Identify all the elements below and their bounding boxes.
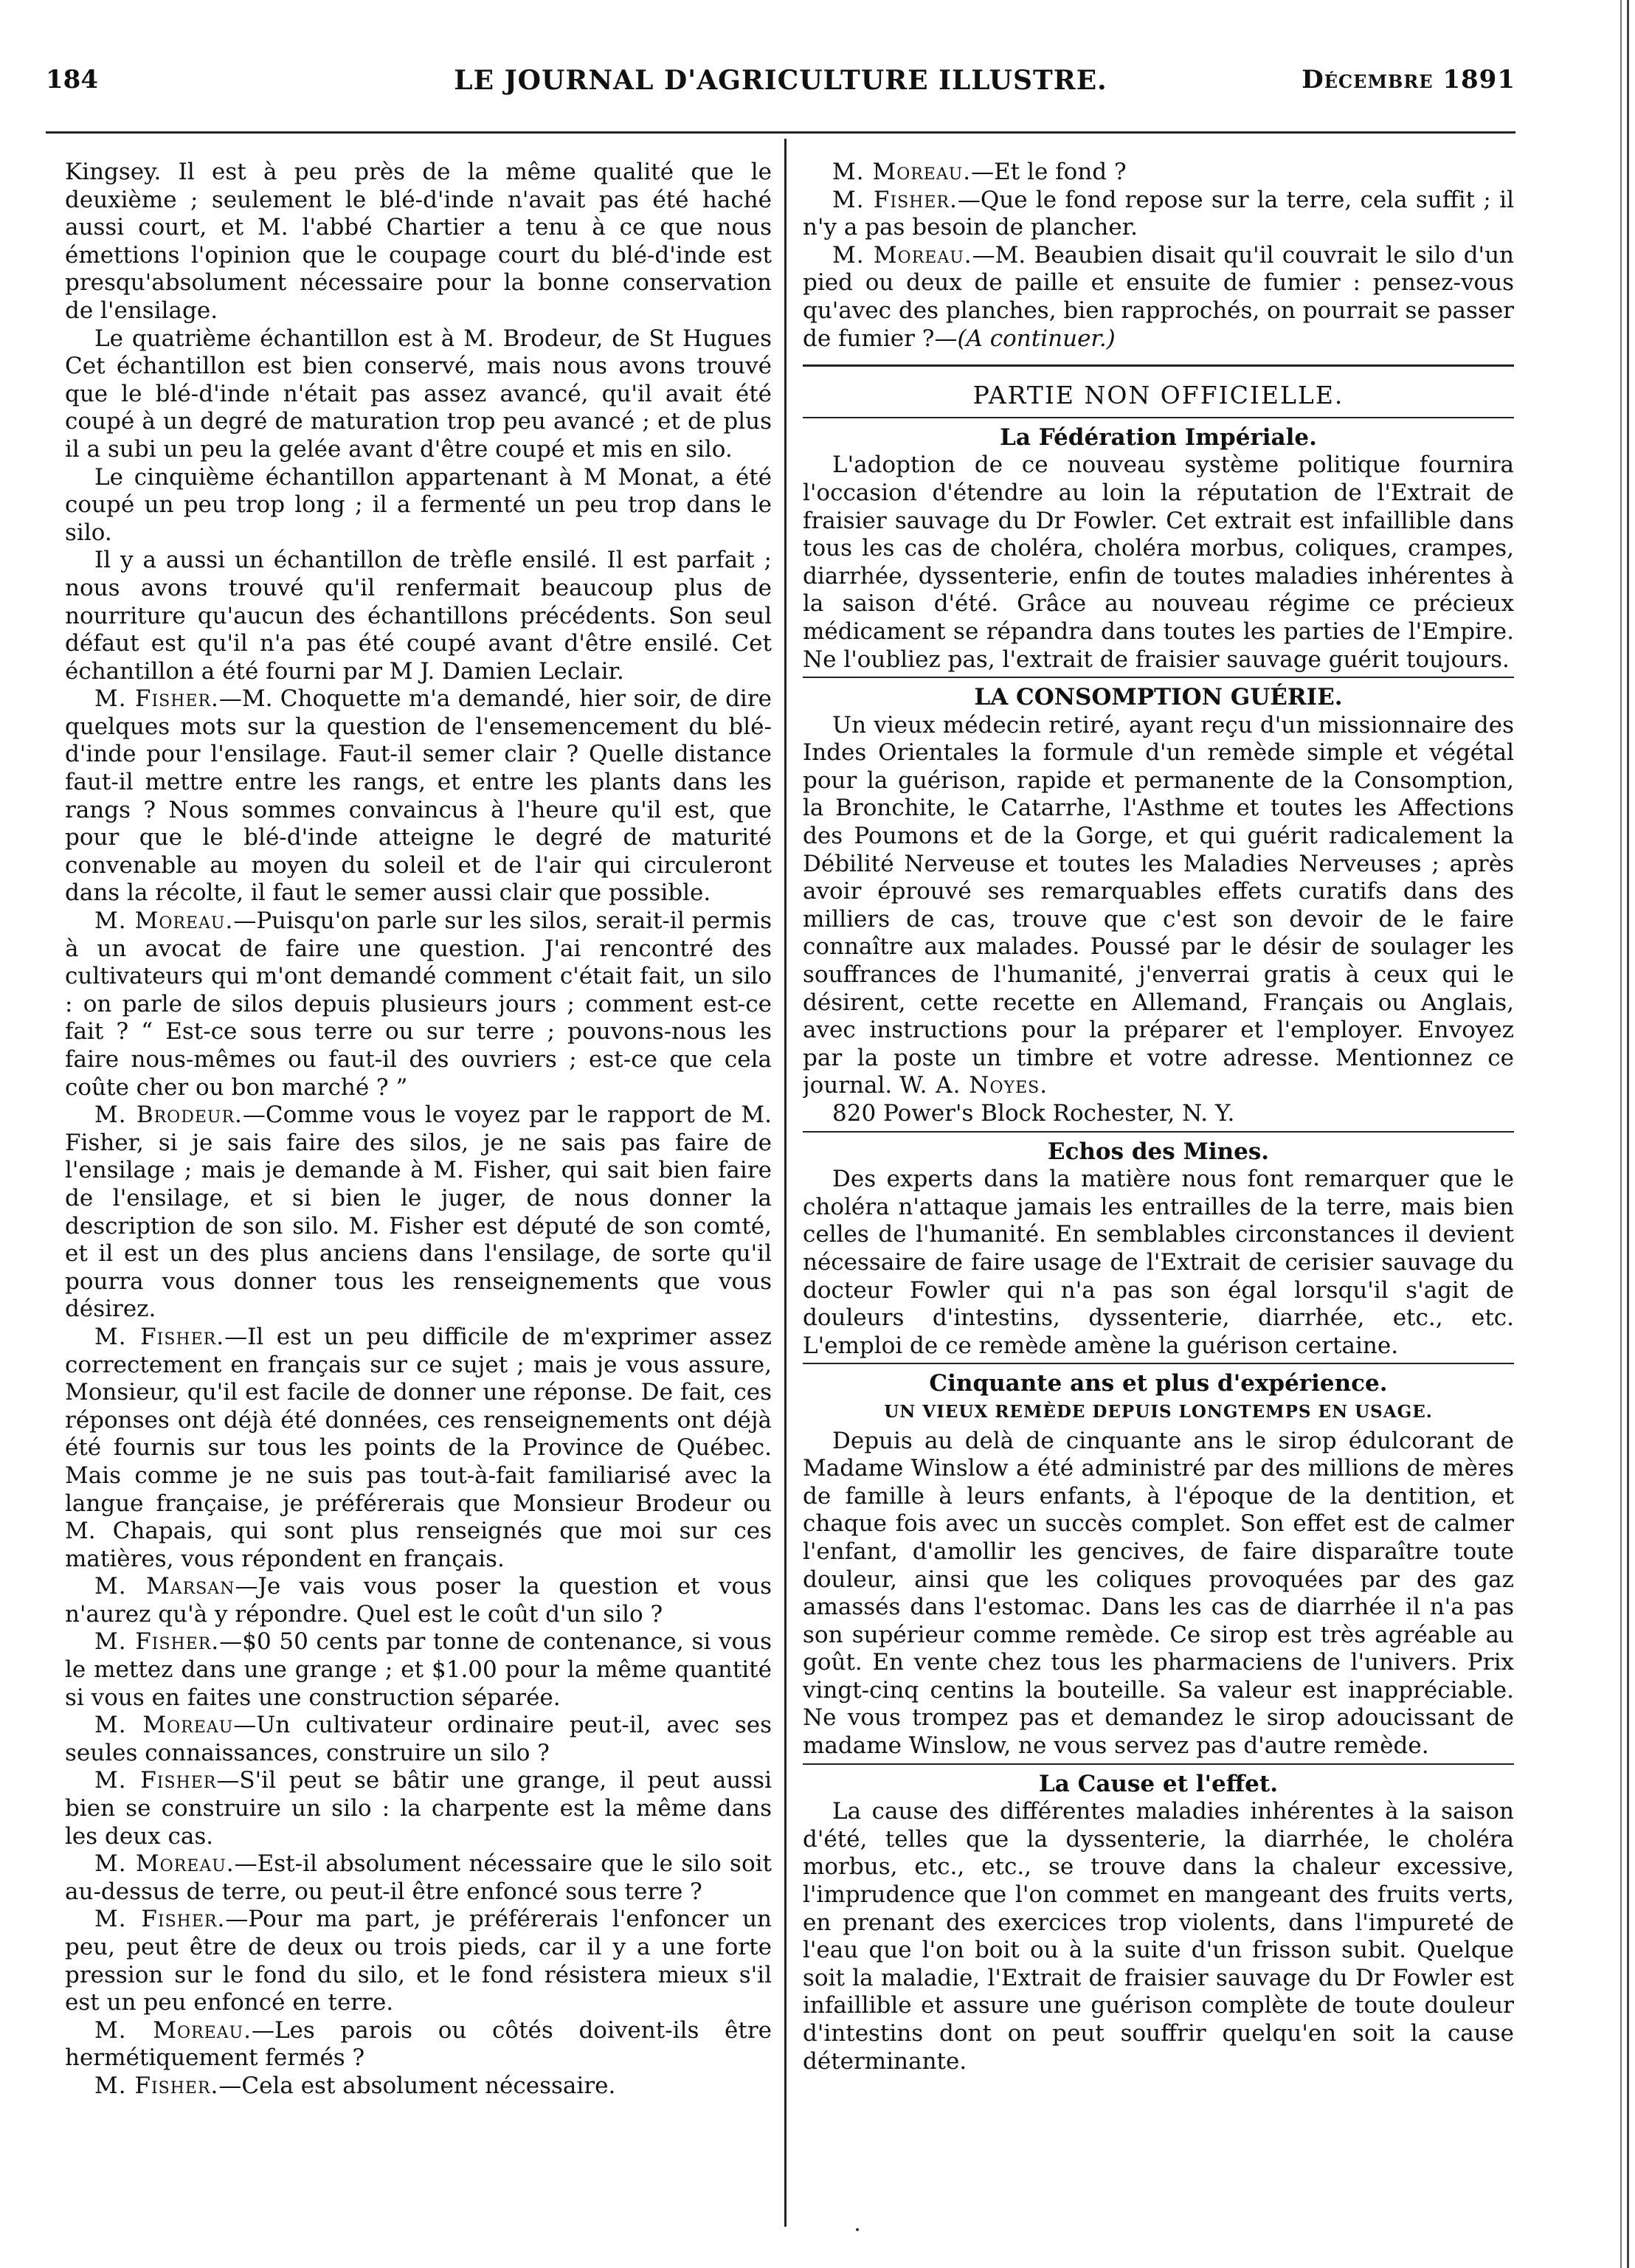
continued-note: —(A continuer.): [934, 325, 1116, 352]
column-divider: [784, 139, 787, 2227]
article-text-federation: L'adoption de ce nouveau système politique fournira l'occasion d'étendre au loin la réputation de l'Extrait de fraisier sauvage du Dr Fowler. Cet extrait est infaillible dans tous les cas de choléra, choléra morbus, coliques, crampes, diarrhée, dyssenterie, enfin de toutes maladies inhérentes à la saison d'été. Grâce au nouveau régime ce précieux médicament se répandra dans toutes les parties de l'Empire. Ne l'oubliez pas, l'extrait de fraisier sauvage guérit toujours.: [803, 452, 1514, 673]
dialogue-paragraph: [65, 685, 772, 907]
dialogue-paragraph: [65, 1906, 772, 2016]
article-title-cause: La Cause et l'effet.: [1038, 1770, 1279, 1797]
dialogue-text: —$0 50 cents par tonne de contenance, si vous le mettez dans une grange ; et $1.00 pour la même quantité si vous en faites une construction séparée.: [65, 1628, 772, 1711]
speaker-name: M. Moreau.: [94, 2016, 252, 2044]
dialogue-paragraph: [65, 1324, 772, 1573]
paragraph: Il y a aussi un échantillon de trèfle ensilé. Il est parfait ; nous avons trouvé qu'il renfermait beaucoup plus de nourriture qu'aucun des échantillons précédents. Son seul défaut est qu'il n'a pas été coupé avant d'être ensilé. Cet échantillon a été fourni par M J. Damien Leclair.: [65, 547, 772, 685]
article-text-cause: La cause des différentes maladies inhérentes à la saison d'été, telles que la dyssenterie, la diarrhée, le choléra morbus, etc., etc., se trouve dans la chaleur excessive, l'imprudence que l'on commet en mangeant des fruits verts, en prenant des exercices trop violents, dans l'impureté de l'eau que l'on boit ou à la suite d'un frisson subit. Quelque soit la maladie, l'Extrait de fraisier sauvage du Dr Fowler est infaillible et assure une guérison complète de toute douleur d'intestins dont on peut souffrir quelqu'en soit la cause déterminante.: [803, 1798, 1514, 2075]
dialogue-paragraph: [65, 1767, 772, 1850]
dialogue-text: —Comme vous le voyez par le rapport de M. Fisher, si je sais faire des silos, je ne sais pas faire de l'ensilage ; mais je demande à M. Fisher, qui sait bien faire de l'ensilage, et si bien le juger, de nous donner la description de son silo. M. Fisher est député de son comté, et il est un des plus anciens dans l'ensilage, de sorte qu'il pourra vous donner tous les renseignements que vous désirez.: [65, 1102, 772, 1323]
right-column: [803, 159, 1514, 2217]
speaker-name: M. Fisher.: [94, 2072, 219, 2099]
ink-speck: [856, 2228, 859, 2231]
page-edge-line: [1620, 0, 1622, 2268]
paragraph: Le quatrième échantillon est à M. Brodeur, de St Hugues Cet échantillon est bien conservé, mais nous avons trouvé que le blé-d'inde n'était pas assez avancé, qu'il avait été coupé à un degré de maturation trop peu avancé ; et de plus il a subi un peu la gelée avant d'être coupé et mis en silo.: [65, 325, 772, 463]
speaker-name: M. Fisher.: [94, 1906, 226, 1933]
dialogue-text: —Puisqu'on parle sur les silos, serait-il permis à un avocat de faire une question. J'ai rencontré des cultivateurs qui m'ont demandé comment c'était fait, un silo : on parle de silos depuis plusieurs jours ; comment est-ce fait ? “ Est-ce sous terre ou sur terre ; pouvons-nous les faire nous-mêmes ou faut-il des ouvriers ; est-ce que cela coûte cher ou bon marché ? ”: [65, 907, 772, 1101]
speaker-name: M. Marsan: [94, 1573, 235, 1600]
article-rule: [803, 677, 1514, 678]
dialogue-paragraph: [65, 2017, 772, 2072]
article-text-cinquante: Depuis au delà de cinquante ans le sirop édulcorant de Madame Winslow a été administré par des millions de mères de famille à leurs enfants, à l'époque de la dentition, et chaque fois avec un succès complet. Son effet est de calmer l'enfant, d'amollir les gencives, de faire disparaître toute douleur, ainsi que les coliques provoquées par des gaz amassés dans l'estomac. Dans les cas de diarrhée il n'a pas son supérieur comme remède. Ce sirop est très agréable au goût. En vente chez tous les pharmaciens de l'univers. Prix vingt-cinq centins la bouteille. Sa valeur est inappréciable. Ne vous trompez pas et demandez le sirop adoucissant de madame Winslow, ne vous servez pas d'autre remède.: [803, 1427, 1514, 1760]
dialogue-text: —Cela est absolument nécessaire.: [218, 2072, 616, 2099]
speaker-name: M. Moreau.: [832, 159, 972, 185]
speaker-name: M. Fisher.: [94, 1628, 220, 1656]
dialogue-text: —Un cultivateur ordinaire peut-il, avec ses seules connaissances, construire un silo ?: [65, 1712, 772, 1766]
dialogue-text: —Que le fond repose sur la terre, cela suffit ; il n'y a pas besoin de plancher.: [803, 186, 1514, 241]
page-header: [46, 65, 1515, 106]
address: 820 Power's Block Rochester, N. Y.: [832, 1100, 1235, 1127]
dialogue-text: —Et le fond ?: [971, 159, 1127, 185]
paragraph: Kingsey. Il est à peu près de la même qualité que le deuxième ; seulement le blé-d'inde n'avait pas été haché aussi court, et M. l'abbé Chartier a tenu à ce que nous émettions l'opinion que le coupage court du blé-d'inde est presqu'absolument nécessaire pour la bonne conservation de l'ensilage.: [65, 159, 772, 324]
article-title-cinquante: Cinquante ans et plus d'expérience.: [929, 1370, 1388, 1397]
dialogue-paragraph: [65, 2072, 772, 2101]
dialogue-text: —Est-il absolument nécessaire que le silo soit au-dessus de terre, ou peut-il être enfoncé sous terre ?: [65, 1850, 772, 1905]
section-title: PARTIE NON OFFICIELLE.: [972, 381, 1344, 410]
dialogue-paragraph: [65, 907, 772, 1102]
signature: W. A. Noyes.: [899, 1072, 1048, 1099]
dialogue-text: —Les parois ou côtés doivent-ils être hermétiquement fermés ?: [65, 2016, 772, 2072]
article-title-consomption: LA CONSOMPTION GUÉRIE.: [974, 684, 1343, 711]
article-rule: [803, 1363, 1514, 1364]
dialogue-paragraph: [65, 1712, 772, 1767]
dialogue-text: —M. Choquette m'a demandé, hier soir, de dire quelques mots sur la question de l'ensemencement du blé-d'inde pour l'ensilage. Faut-il semer clair ? Quelle distance faut-il mettre entre les rangs, et entre les plants dans les rangs ? Nous sommes convaincus à l'heure qu'il est, que pour que le blé-d'inde atteigne le degré de maturité convenable au moyen du soleil et de l'air qui circuleront dans la récolte, il faut le semer aussi clair que possible.: [65, 685, 772, 907]
speaker-name: M. Fisher.: [832, 186, 958, 213]
dialogue-text: —M. Beaubien disait qu'il couvrait le silo d'un pied ou deux de paille et ensuite de fumier : pensez-vous qu'avec des planches, bien rapprochés, on pourrait se passer de fumier ?: [803, 241, 1514, 352]
article-subtitle-cinquante: UN VIEUX REMÈDE DEPUIS LONGTEMPS EN USAGE.: [884, 1401, 1433, 1422]
speaker-name: M. Moreau.: [94, 1850, 235, 1878]
article-text-consomption: Un vieux médecin retiré, ayant reçu d'un missionnaire des Indes Orientales la formule d'un remède simple et végétal pour la guérison, rapide et permanente de la Consomption, la Bronchite, le Catarrhe, l'Asthme et toutes les Affections des Poumons et de la Gorge, et qui guérit radicalement la Débilité Nerveuse et toutes les Maladies Nerveuses ; après avoir éprouvé ses remarquables effets curatifs dans des milliers de cas, trouve que c'est son devoir de le faire connaître aux malades. Poussé par le désir de soulager les souffrances de l'humanité, j'enverrai gratis à ceux qui le désirent, cette recette en Allemand, Français ou Anglais, avec instructions pour la préparer et l'employer. Envoyez par la poste un timbre et votre adresse. Mentionnez ce journal. W. A. Noyes.: [803, 711, 1514, 1099]
article-rule: [803, 1763, 1514, 1765]
article-rule: [803, 417, 1514, 418]
dialogue-paragraph: [803, 159, 1514, 187]
dialogue-paragraph: [803, 187, 1514, 242]
speaker-name: M. Fisher.: [94, 1323, 225, 1350]
dialogue-text: —S'il peut se bâtir une grange, il peut aussi bien se construire un silo : la charpente est la même dans les deux cas.: [65, 1767, 772, 1850]
left-column: [65, 159, 772, 2202]
speaker-name: M. Moreau.: [832, 241, 972, 269]
journal-title: LE JOURNAL D'AGRICULTURE ILLUSTRE.: [454, 65, 1107, 96]
paragraph: Le cinquième échantillon appartenant à M Monat, a été coupé un peu trop long ; il a fermenté un peu trop dans le silo.: [65, 463, 772, 546]
dialogue-paragraph: [65, 1628, 772, 1712]
speaker-name: M. Fisher: [94, 1767, 217, 1794]
speaker-name: M. Fisher.: [94, 685, 219, 713]
speaker-name: M. Moreau: [94, 1712, 234, 1739]
dialogue-paragraph: [65, 1573, 772, 1628]
dialogue-text: —Pour ma part, je préférerais l'enfoncer un peu, peut être de deux ou trois pieds, car il y a une forte pression sur le fond du silo, et le fond résistera mieux s'il est un peu enfoncé en terre.: [65, 1906, 772, 2016]
speaker-name: M. Moreau.: [94, 907, 234, 935]
article-title-echos: Echos des Mines.: [1047, 1138, 1270, 1165]
header-rule: [46, 131, 1515, 134]
dialogue-paragraph: [803, 242, 1514, 353]
page-edge-line: [1627, 0, 1629, 2268]
page-number: 184: [46, 65, 98, 94]
article-text-echos: Des experts dans la matière nous font remarquer que le choléra n'attaque jamais les entrailles de la terre, mais bien celles de l'humanité. En semblables circonstances il devient nécessaire de faire usage de l'Extrait de cerisier sauvage du docteur Fowler qui n'a pas son égal lorsqu'il s'agit de douleurs d'intestins, dyssenterie, diarrhée, etc., etc. L'emploi de ce remède amène la guérison certaine.: [803, 1166, 1514, 1359]
article-rule: [803, 1131, 1514, 1133]
speaker-name: M. Brodeur.: [94, 1102, 243, 1129]
article-title-federation: La Fédération Impériale.: [1000, 423, 1317, 451]
dialogue-text: —Il est un peu difficile de m'exprimer assez correctement en français sur ce sujet ; mais je vous assure, Monsieur, qu'il est facile de donner une réponse. De fait, ces réponses ont déjà été données, ces renseignements ont déjà été fournis sur tous les points de la Province de Québec. Mais comme je ne suis pas tout-à-fait familiarisé avec la langue française, je préférerais que Monsieur Brodeur ou M. Chapais, qui sont plus renseignés que moi sur ces matières, vous répondent en français.: [65, 1323, 772, 1572]
issue-date: Décembre 1891: [1302, 65, 1515, 94]
section-rule: [803, 364, 1514, 367]
dialogue-paragraph: [65, 1102, 772, 1324]
dialogue-paragraph: [65, 1850, 772, 1906]
dialogue-text: —Je vais vous poser la question et vous n'aurez qu'à y répondre. Quel est le coût d'un silo ?: [65, 1573, 772, 1628]
